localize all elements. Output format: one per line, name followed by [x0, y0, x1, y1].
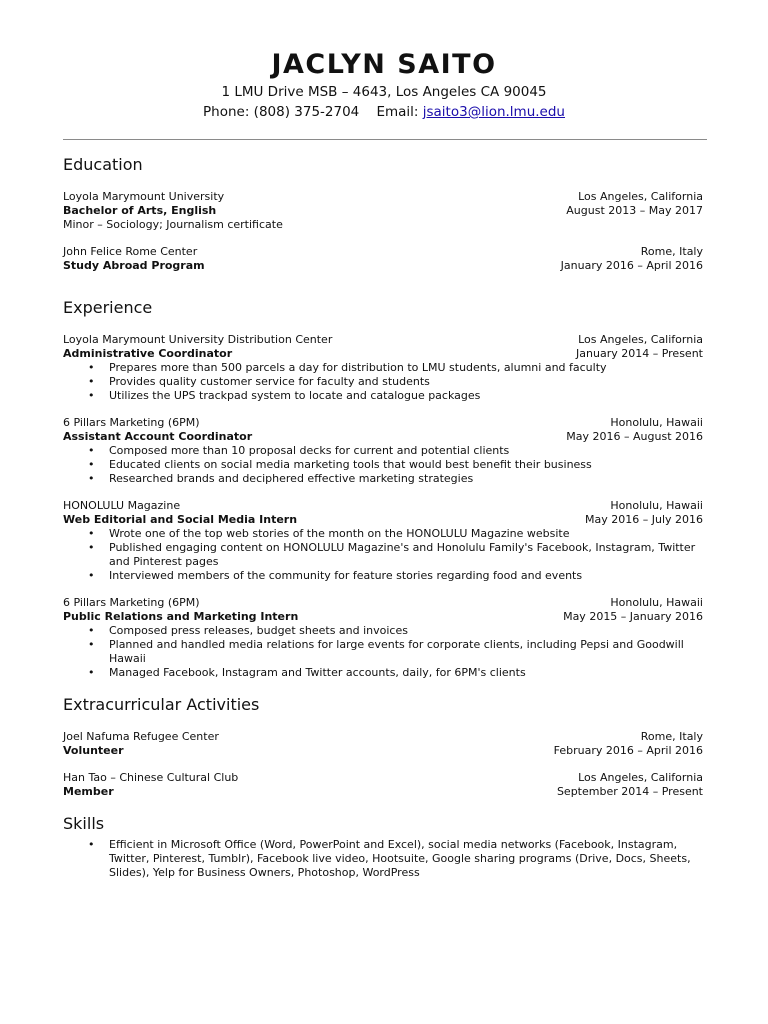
bullet-item: • Planned and handled media relations for large events for corporate clients, including Pepsi and Goodwill Hawaii [88, 638, 684, 665]
bullet-icon: • [88, 638, 95, 651]
bullet-list [63, 624, 703, 680]
bullet-icon: • [88, 375, 95, 388]
bullet-icon: • [88, 541, 95, 554]
bullet-icon: • [88, 444, 95, 457]
entry-org: Loyola Marymount University [63, 190, 225, 203]
email-label: Email: [376, 104, 419, 120]
bullet-icon: • [88, 666, 95, 679]
bullet-list [63, 444, 703, 486]
entry-role: Volunteer [63, 744, 124, 757]
entry-role: Study Abroad Program [63, 259, 205, 272]
bullet-icon: • [88, 389, 95, 402]
entry-location: Honolulu, Hawaii [610, 596, 703, 609]
entry-org: Loyola Marymount University Distribution Center [63, 333, 333, 346]
bullet-item: • Researched brands and deciphered effective marketing strategies [88, 472, 474, 485]
entry-dates: January 2014 – Present [576, 347, 703, 360]
entry-dates: May 2016 – July 2016 [585, 513, 703, 526]
activity-entry [63, 771, 703, 799]
entry-dates: May 2016 – August 2016 [566, 430, 703, 443]
bullet-list [63, 527, 703, 583]
activity-entry [63, 730, 703, 758]
address-line: 1 LMU Drive MSB – 4643, Los Angeles CA 90045 [221, 84, 547, 100]
bullet-icon: • [88, 458, 95, 471]
entry-dates: February 2016 – April 2016 [553, 744, 703, 757]
experience-heading: Experience [63, 298, 153, 317]
bullet-icon: • [88, 527, 95, 540]
bullet-icon: • [88, 472, 95, 485]
experience-entry [63, 333, 703, 403]
entry-location: Los Angeles, California [578, 333, 703, 346]
entry-location: Honolulu, Hawaii [610, 416, 703, 429]
bullet-icon: • [88, 624, 95, 637]
experience-entry [63, 499, 703, 583]
email-link[interactable]: jsaito3@lion.lmu.edu [422, 104, 565, 120]
bullet-list [63, 361, 703, 403]
entry-role: Bachelor of Arts, English [63, 204, 217, 217]
experience-section [63, 296, 703, 680]
phone-number: (808) 375-2704 [253, 104, 360, 120]
entry-dates: September 2014 – Present [556, 785, 703, 798]
entry-org: Han Tao – Chinese Cultural Club [63, 771, 239, 784]
bullet-item: • Prepares more than 500 parcels a day for distribution to LMU students, alumni and faculty [88, 361, 607, 374]
skills-section [63, 812, 703, 880]
entry-role: Public Relations and Marketing Intern [63, 610, 299, 623]
phone-label: Phone: [203, 104, 250, 120]
entry-note: Minor – Sociology; Journalism certificate [63, 218, 283, 231]
extracurricular-section [63, 693, 703, 799]
extracurricular-heading: Extracurricular Activities [63, 695, 260, 714]
bullet-icon: • [88, 838, 95, 851]
education-heading: Education [63, 155, 143, 174]
bullet-item: • Educated clients on social media marketing tools that would best benefit their business [88, 458, 592, 471]
education-entry [63, 245, 703, 273]
bullet-item: • Composed press releases, budget sheets and invoices [88, 624, 408, 637]
bullet-list [63, 838, 703, 880]
education-section [63, 153, 703, 273]
entry-role: Web Editorial and Social Media Intern [63, 513, 298, 526]
candidate-name: JACLYN SAITO [271, 49, 497, 80]
bullet-icon: • [88, 361, 95, 374]
entry-dates: January 2016 – April 2016 [560, 259, 703, 272]
entry-location: Rome, Italy [640, 730, 703, 743]
bullet-item: • Provides quality customer service for faculty and students [88, 375, 430, 388]
bullet-item: • Efficient in Microsoft Office (Word, PowerPoint and Excel), social media networks (Facebook, Instagram, Twitter, Pinterest, Tumblr), Facebook live video, Hootsuite, Google sharing programs (Drive, Docs, Sheets, Slides), Yelp for Business Owners, Photoshop, WordPress [88, 838, 691, 879]
bullet-item: • Published engaging content on HONOLULU Magazine's and Honolulu Family's Facebook, Instagram, Twitter and Pinterest pages [88, 541, 696, 568]
bullet-item: • Utilizes the UPS trackpad system to locate and catalogue packages [88, 389, 481, 402]
experience-entry [63, 416, 703, 486]
bullet-item: • Wrote one of the top web stories of the month on the HONOLULU Magazine website [88, 527, 570, 540]
bullet-item: • Managed Facebook, Instagram and Twitter accounts, daily, for 6PM's clients [88, 666, 526, 679]
bullet-item: • Interviewed members of the community for feature stories regarding food and events [88, 569, 583, 582]
contact-line [0, 102, 768, 122]
entry-dates: August 2013 – May 2017 [566, 204, 703, 217]
entry-role: Member [63, 785, 114, 798]
entry-location: Rome, Italy [640, 245, 703, 258]
entry-role: Administrative Coordinator [63, 347, 233, 360]
bullet-item: • Composed more than 10 proposal decks for current and potential clients [88, 444, 510, 457]
resume-body [63, 153, 703, 880]
bullet-icon: • [88, 569, 95, 582]
resume-header [0, 48, 768, 122]
education-entry [63, 190, 703, 232]
experience-entry [63, 596, 703, 680]
header-divider [63, 139, 707, 140]
entry-org: Joel Nafuma Refugee Center [63, 730, 219, 743]
skills-heading: Skills [63, 814, 105, 833]
entry-dates: May 2015 – January 2016 [563, 610, 703, 623]
entry-org: John Felice Rome Center [63, 245, 198, 258]
entry-location: Honolulu, Hawaii [610, 499, 703, 512]
entry-location: Los Angeles, California [578, 771, 703, 784]
entry-org: 6 Pillars Marketing (6PM) [63, 416, 200, 429]
entry-org: 6 Pillars Marketing (6PM) [63, 596, 200, 609]
entry-org: HONOLULU Magazine [63, 499, 181, 512]
entry-role: Assistant Account Coordinator [63, 430, 253, 443]
entry-location: Los Angeles, California [578, 190, 703, 203]
